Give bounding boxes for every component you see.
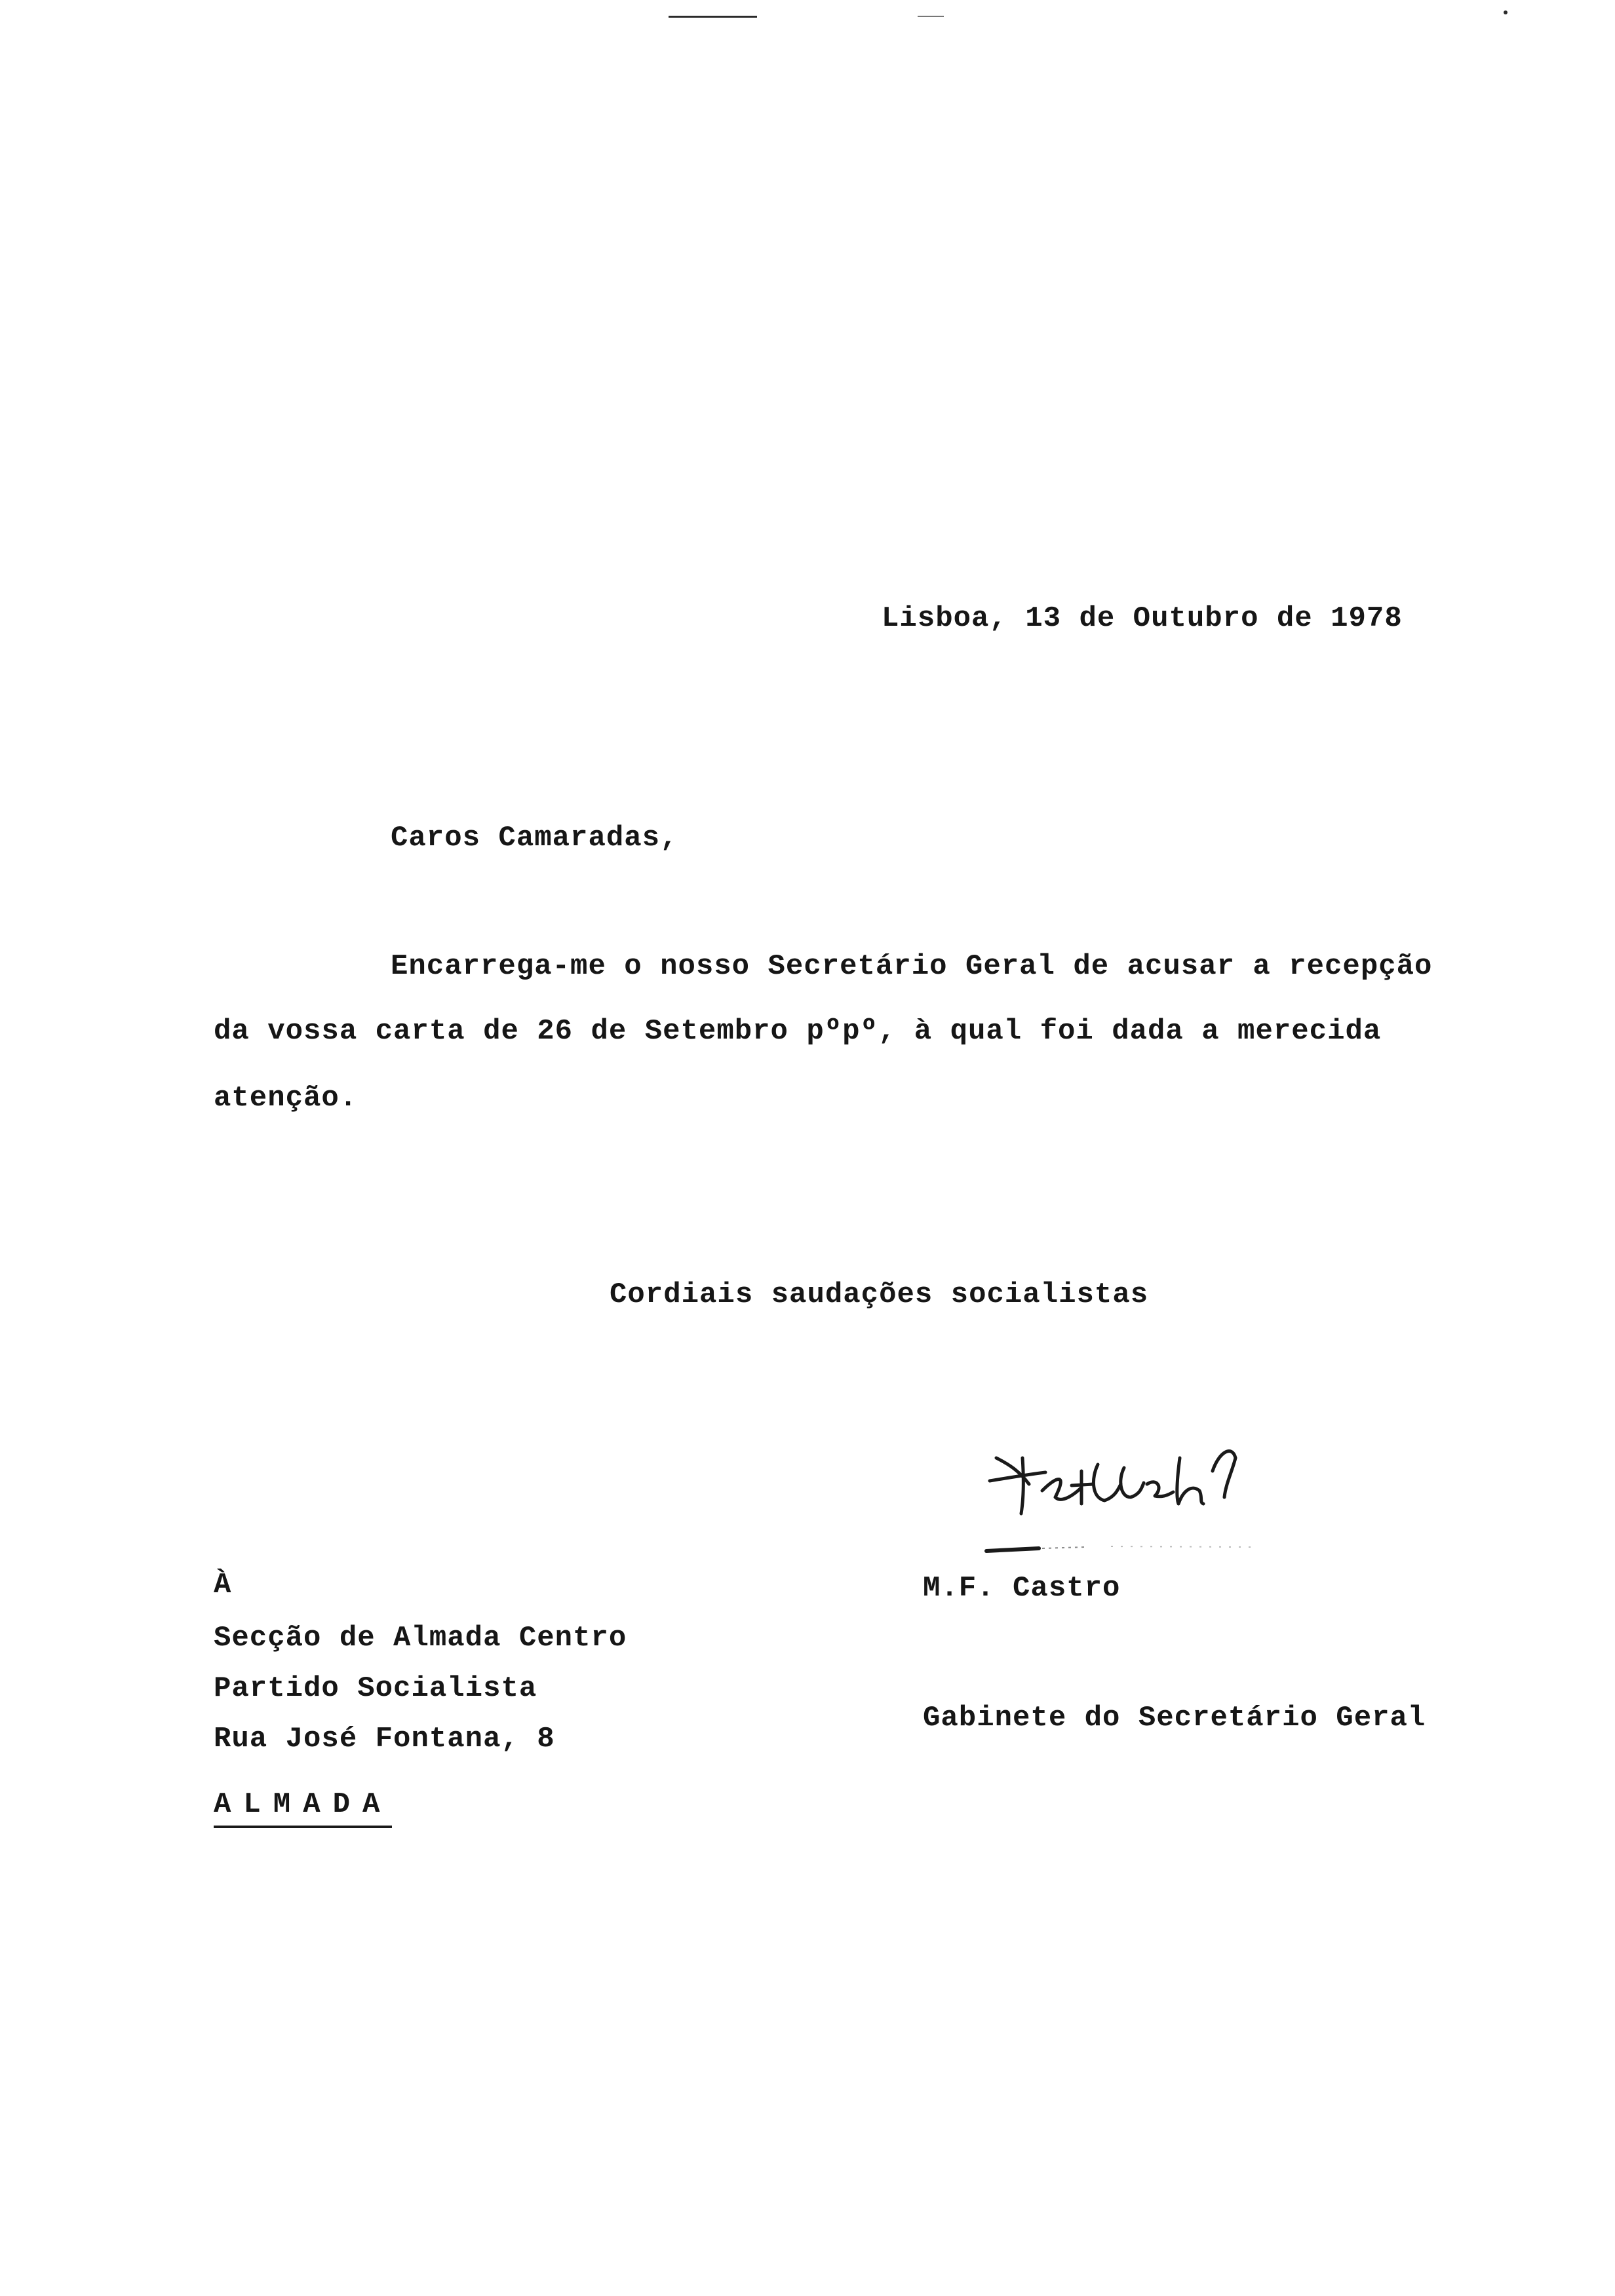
sender-office: Gabinete do Secretário Geral [923,1702,1426,1734]
sender-name: M.F. Castro [923,1572,1121,1605]
recipient-prefix: À [214,1569,232,1601]
recipient-line-1: Secção de Almada Centro [214,1622,627,1655]
recipient-city: ALMADA [214,1788,392,1828]
handwritten-signature [983,1432,1272,1523]
body-line-1: Encarrega-me o nosso Secretário Geral de acusar a recepção [391,950,1433,983]
salutation: Caros Camaradas, [391,822,678,854]
place-date: Lisboa, 13 de Outubro de 1978 [882,602,1403,635]
scan-artifact-dot [1504,10,1508,14]
body-line-3: atenção. [214,1082,358,1115]
scan-artifact-line [669,16,757,18]
closing: Cordiais saudações socialistas [610,1278,1149,1311]
recipient-line-2: Partido Socialista [214,1672,537,1705]
scan-artifact-line [918,16,944,17]
recipient-line-3: Rua José Fontana, 8 [214,1723,555,1755]
signature-scan-smudge [980,1543,1268,1555]
body-line-2: da vossa carta de 26 de Setembro pºpº, à qual foi dada a merecida [214,1015,1382,1048]
